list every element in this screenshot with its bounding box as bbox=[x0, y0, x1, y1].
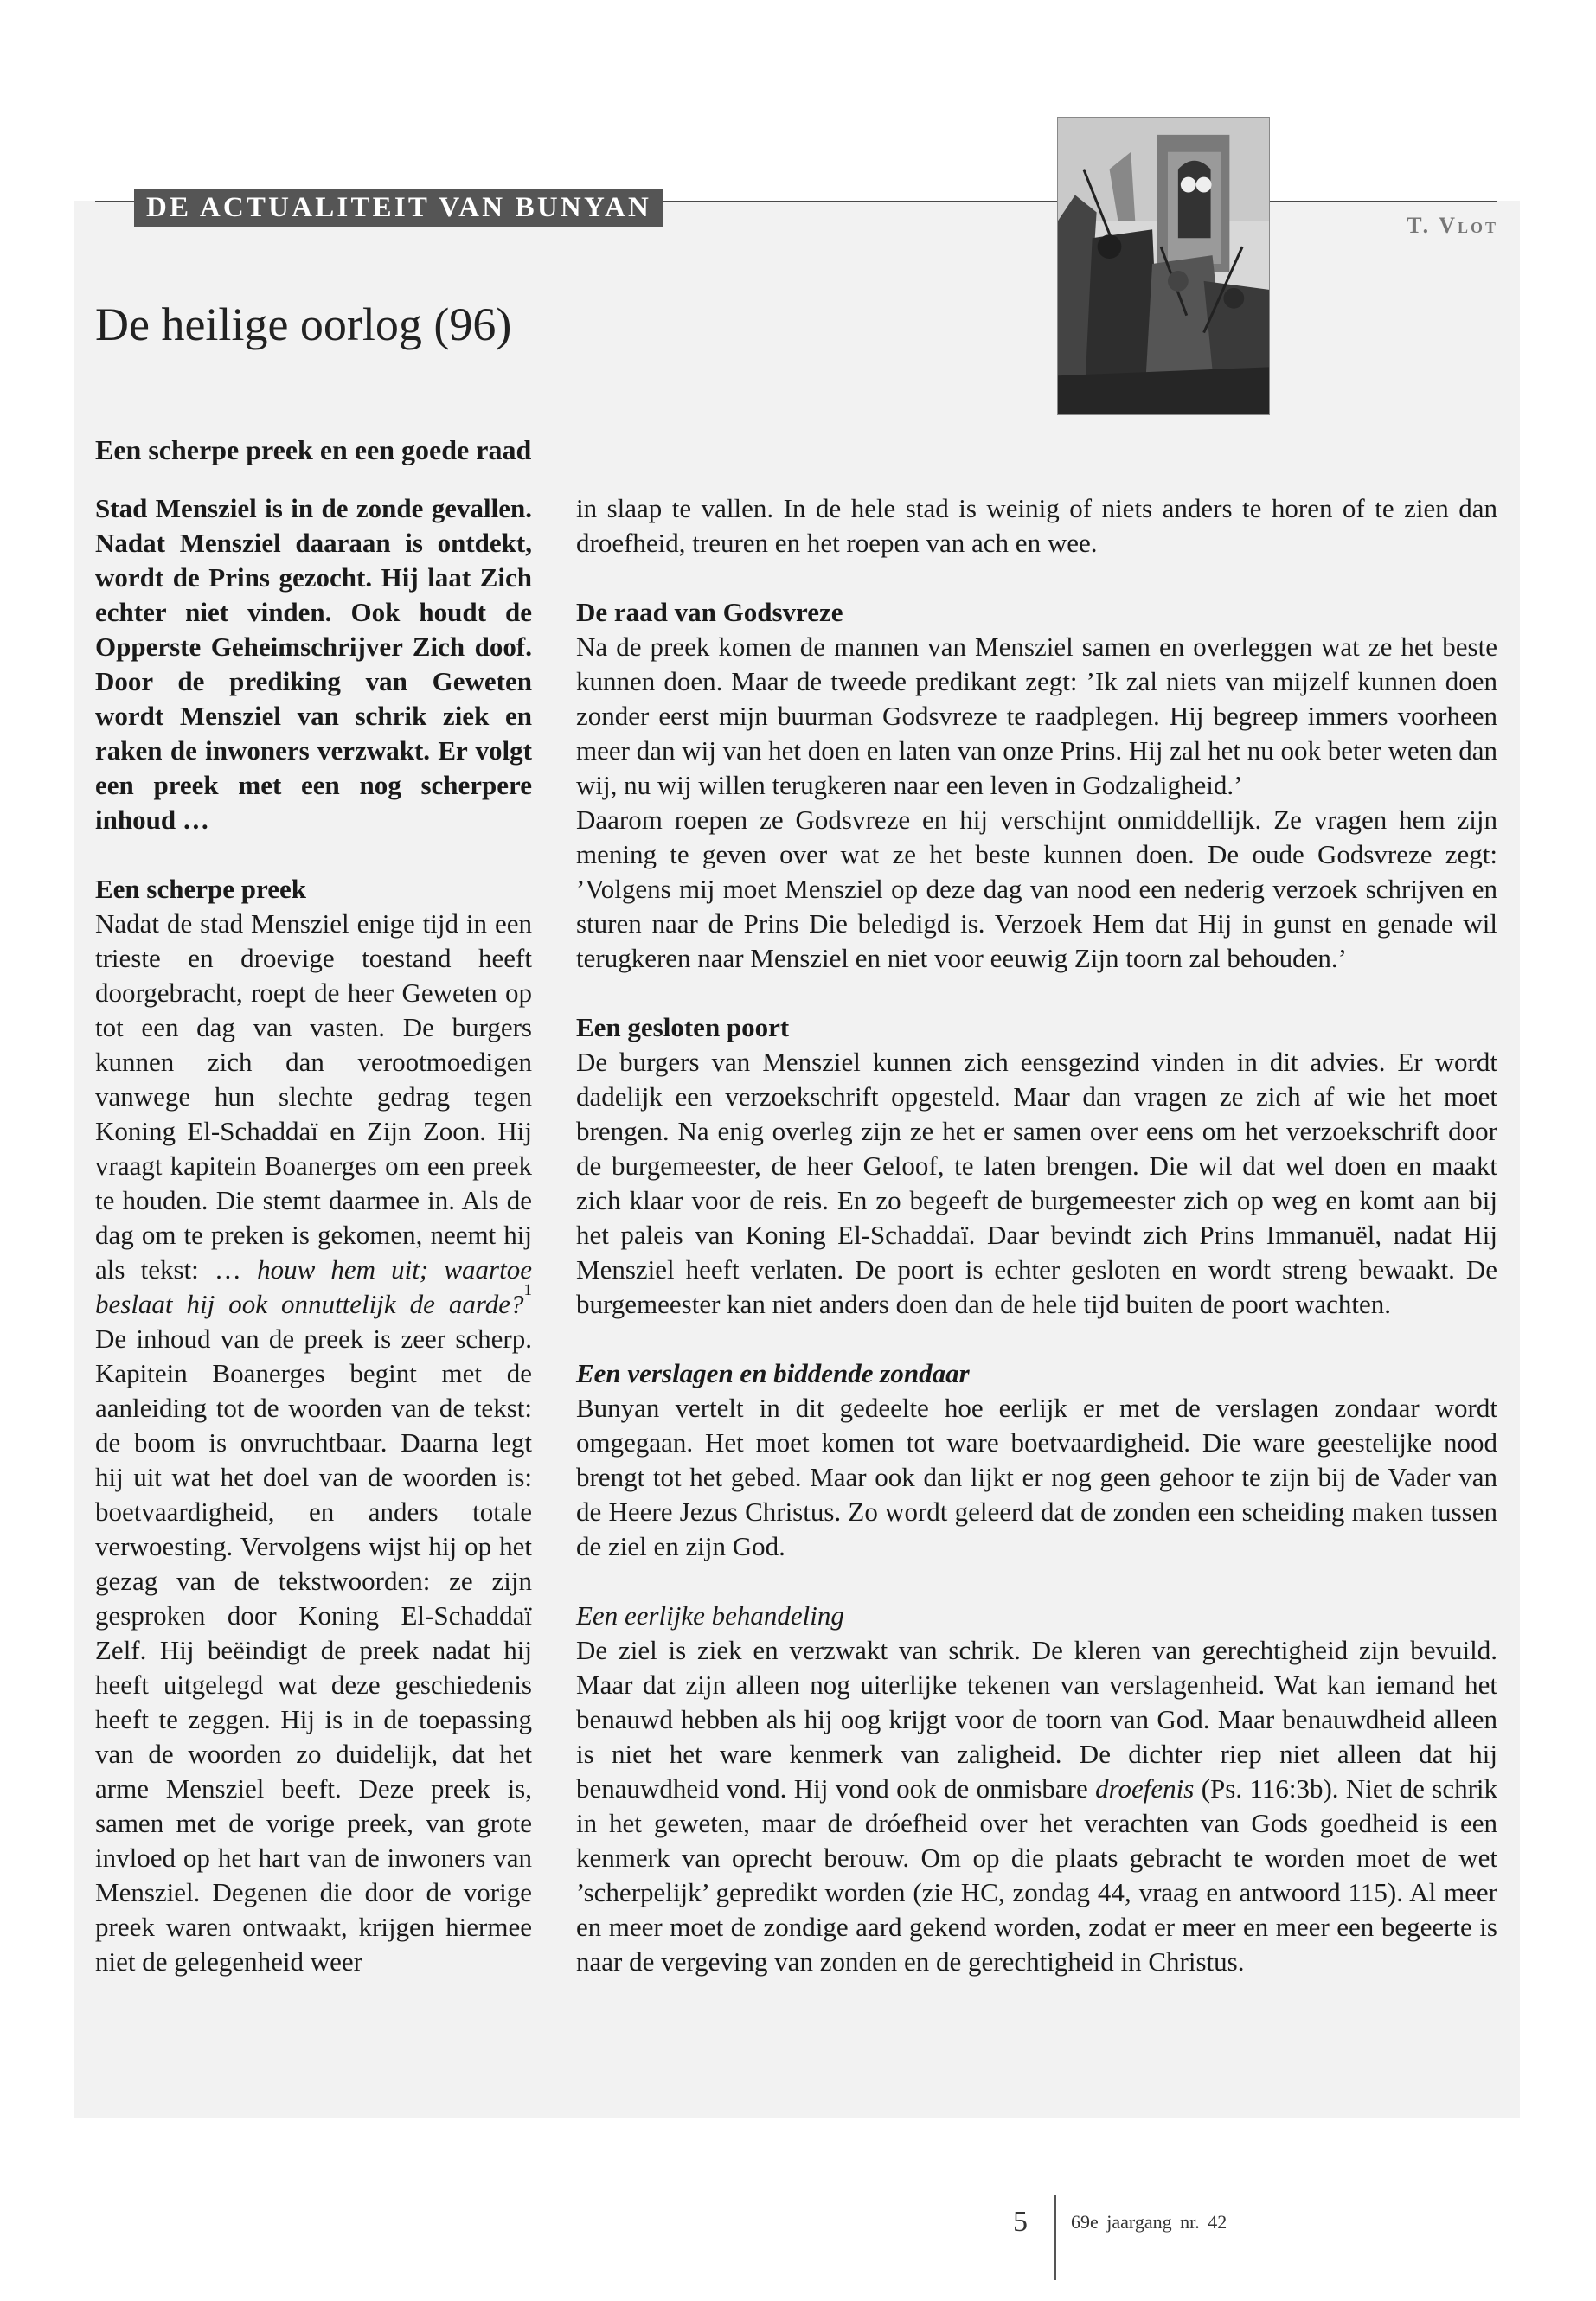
issue-label: 69e jaargang nr. 42 bbox=[1071, 2211, 1227, 2233]
section-heading-eerlijke-behandeling: Een eerlijke behandeling bbox=[576, 1600, 844, 1631]
left-column bbox=[95, 491, 532, 1979]
author-name: T. Vlot bbox=[1407, 213, 1498, 238]
body-paragraph: in slaap te vallen. In de hele stad is weinig of niets anders te horen of te zien dan droefheid, treuren en het roepen van ach en wee. bbox=[576, 493, 1497, 558]
body-paragraph: De burgers van Mensziel kunnen zich eensgezind vinden in dit advies. Er wordt dadelijk een verzoekschrift opgesteld. Maar dan vragen ze zich af wie het moet brengen. Na enig overleg zijn ze het er samen over eens om het verzoekschrift door de burgemeester, de heer Geloof, te laten brengen. Die wil dat wel doen en maakt zich klaar voor de reis. En zo begeeft de burgemeester zich op weg en komt aan bij het paleis van Koning El-Schaddaï. Daar bevindt zich Prins Immanuël, nadat Hij Mensziel heeft verlaten. De poort is echter gesloten en wordt streng bewaakt. De burgemeester kan niet anders doen dan de hele tijd buiten de poort wachten. bbox=[576, 1047, 1497, 1319]
article-subtitle: Een scherpe preek en een goede raad bbox=[95, 434, 532, 465]
section-heading-verslagen-zondaar: Een verslagen en biddende zondaar bbox=[576, 1358, 970, 1388]
article-title: De heilige oorlog (96) bbox=[95, 298, 512, 350]
body-text: De inhoud van de preek is zeer scherp. Kapitein Boanerges begint met de aanleiding tot de woorden van de tekst: de boom is onvruchtbaar. Daarna legt hij uit wat het doel van de woorden is: boetvaardigheid, en anders totale verwoesting. Vervolgens wijst hij op het gezag van de tekstwoorden: ze zijn gesproken door Koning El-Schaddaï Zelf. Hij beëindigt de preek nadat hij heeft uitgelegd wat deze geschiedenis heeft te zeggen. Hij is in de toepassing van de woorden zo duidelijk, dat het arme Mensziel beeft. Deze preek is, samen met de vorige preek, van grote invloed op het hart van de inwoners van Mensziel. Degenen die door de vorige preek waren ontwaakt, krijgen hiermee niet de gelegenheid weer bbox=[95, 1324, 532, 1977]
body-paragraph: Bunyan vertelt in dit gedeelte hoe eerlijk er met de verslagen zondaar wordt omgegaan. Het moet komen tot ware boetvaardigheid. Die ware geestelijke nood brengt tot het gebed. Maar ook dan lijkt er nog geen gehoor te zijn bij de Vader van de Heere Jezus Christus. Zo wordt geleerd dat de zonden een scheiding maken tussen de ziel en zijn God. bbox=[576, 1393, 1497, 1561]
body-text: Nadat de stad Mensziel enige tijd in een trieste en droevige toestand heeft doorgebracht, roept de heer Geweten op tot een dag van vasten. De burgers kunnen zich dan verootmoedigen vanwege hun slechte gedrag tegen Koning El-Schaddaï en Zijn Zoon. Hij vraagt kapitein Boanerges om een preek te houden. Die stemt daarmee in. Als de dag om te preken is gekomen, neemt hij als tekst: … bbox=[95, 908, 532, 1285]
body-text: De ziel is ziek en verzwakt van schrik. De kleren van gerechtigheid zijn bevuild. Maar dat zijn alleen nog uiterlijke tekenen van verslagenheid. Wat kan iemand het benauwd hebben als hij oog krijgt voor de toorn van God. Maar benauwdheid alleen is niet het ware kenmerk van zaligheid. De dichter riep niet alleen dat hij benauwdheid vond. Hij vond ook de onmisbare bbox=[576, 1635, 1497, 1804]
body-text: (Ps. 116:3b). Niet de schrik in het geweten, maar de dróefheid over het verachten van Gods goedheid is een kenmerk van oprecht berouw. Om op die plaats gebracht te worden moet de wet ’scherpelijk’ gepredikt worden (zie HC, zondag 44, vraag en antwoord 115). Al meer en meer moet de zondige aard gekend worden, zodat er meer en meer een begeerte is naar de vergeving van zonden en de gerechtigheid in Christus. bbox=[576, 1773, 1498, 1977]
intro-paragraph: Stad Mensziel is in de zonde gevallen. Nadat Mensziel daaraan is ontdekt, wordt de Prins gezocht. Hij laat Zich echter niet vinden. Ook houdt de Opperste Geheimschrijver Zich doof. Door de prediking van Geweten wordt Mensziel van schrik ziek en raken de inwoners verzwakt. Er volgt een preek met een nog scherpere inhoud … bbox=[95, 493, 532, 835]
page-number: 5 bbox=[1013, 2206, 1028, 2238]
engraving-illustration bbox=[1057, 117, 1270, 415]
section-heading-scherpe-preek: Een scherpe preek bbox=[95, 874, 306, 904]
section-heading-raad-van-godsvreze: De raad van Godsvreze bbox=[576, 597, 843, 627]
body-paragraph bbox=[95, 907, 532, 1979]
scripture-quote: houw hem uit; waartoe beslaat hij ook onnuttelijk de aarde? bbox=[95, 1254, 532, 1319]
body-paragraph: Daarom roepen ze Godsvreze en hij verschijnt onmiddellijk. Ze vragen hem zijn mening te geven over wat ze het beste kunnen doen. De oude Godsvreze zegt: ’Volgens mij moet Mensziel op deze dag van nood een nederig verzoek schrijven en sturen naar de Prins Die beledigd is. Verzoek Hem dat Hij in gunst en genade wil terugkeren naar Mensziel en niet voor eeuwig Zijn toorn zal behouden.’ bbox=[576, 804, 1497, 973]
footer-divider bbox=[1054, 2195, 1056, 2280]
body-paragraph: Na de preek komen de mannen van Mensziel samen en overleggen wat ze het beste kunnen doen. Maar de tweede predikant zegt: ’Ik zal niets van mijzelf kunnen doen zonder eerst mijn buurman Godsvreze te raadplegen. Hij begreep immers voorheen meer dan wij van het doen en laten van onze Prins. Hij zal het nu ook beter weten dan wij, nu wij willen terugkeren naar een leven in Godzaligheid.’ bbox=[576, 631, 1497, 800]
section-heading-gesloten-poort: Een gesloten poort bbox=[576, 1012, 790, 1042]
body-paragraph bbox=[576, 1633, 1497, 1979]
footnote-marker: 1 bbox=[523, 1281, 532, 1299]
series-banner: DE ACTUALITEIT VAN BUNYAN bbox=[134, 189, 663, 227]
italic-term: droefenis bbox=[1095, 1773, 1195, 1804]
right-column bbox=[576, 491, 1497, 1979]
